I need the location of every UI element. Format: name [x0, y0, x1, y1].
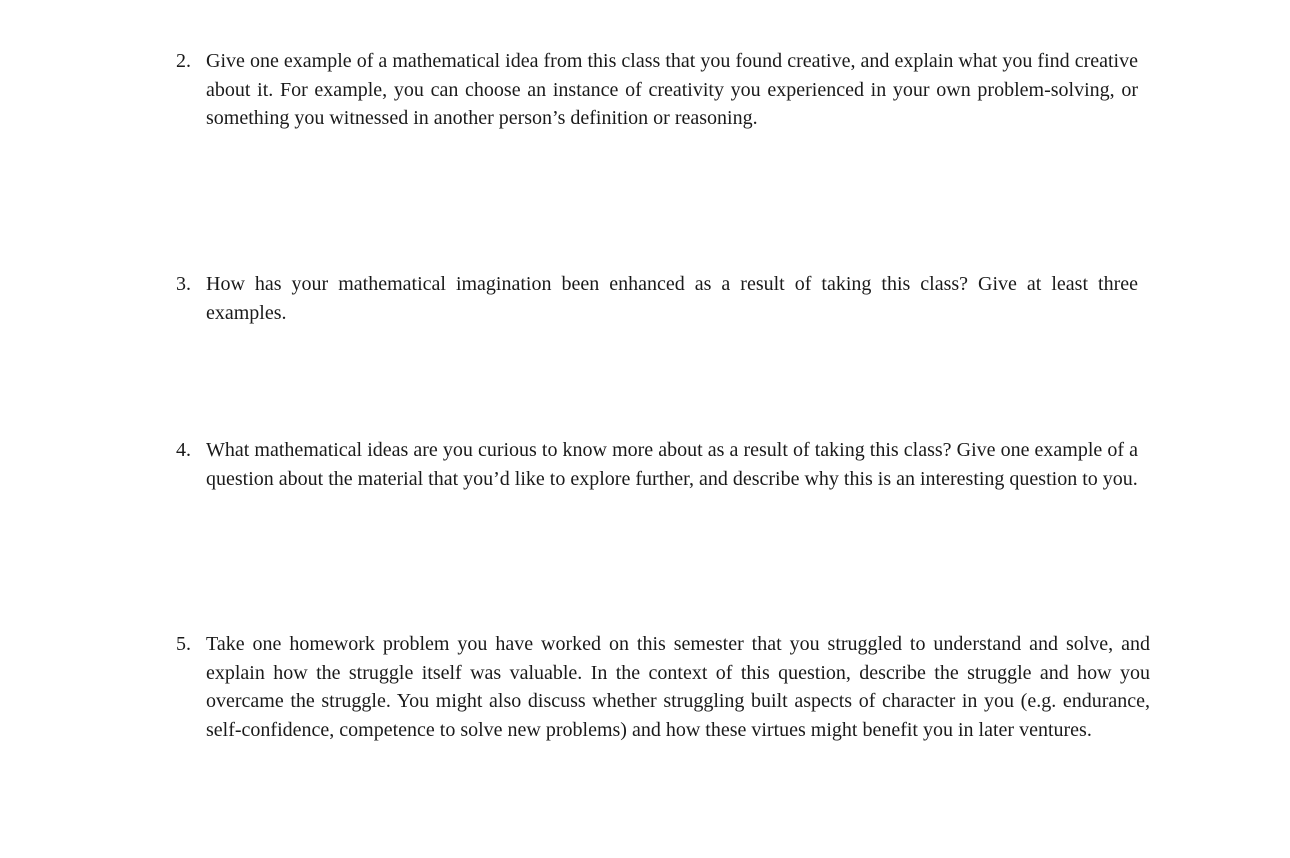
question-number: 2.	[176, 50, 191, 72]
question-text: What mathematical ideas are you curious to know more about as a result of taking this class? Give one example of a question about the material that you’d like to explore further, and describe why this is an interesting question to you.	[206, 439, 1138, 490]
question-text: How has your mathematical imagination been enhanced as a result of taking this class? Give at least three examples.	[206, 273, 1138, 324]
question-number: 4.	[176, 439, 191, 461]
question-text: Give one example of a mathematical idea from this class that you found creative, and explain what you find creative about it. For example, you can choose an instance of creativity you experienced in your own problem-solving, or something you witnessed in another person’s definition or reasoning.	[206, 50, 1138, 130]
question-number: 3.	[176, 273, 191, 295]
question-number: 5.	[176, 633, 191, 655]
question-text: Take one homework problem you have worked on this semester that you struggled to understand and solve, and explain how the struggle itself was valuable. In the context of this question, describe the struggle and how you overcame the struggle. You might also discuss whether struggling built aspects of character in you (e.g. endurance, self-confidence, competence to solve new problems) and how these virtues might benefit you in later ventures.	[206, 633, 1150, 741]
